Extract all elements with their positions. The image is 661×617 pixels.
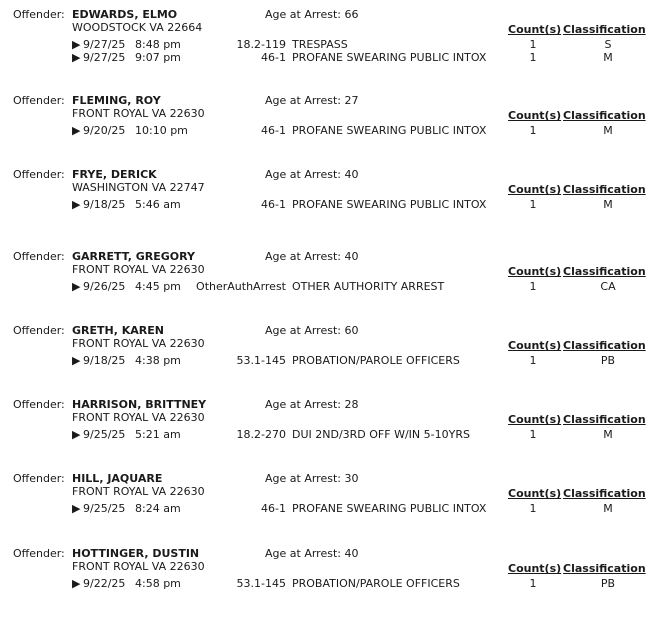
offender-label: Offender: bbox=[13, 398, 65, 411]
charge-count: 1 bbox=[529, 502, 537, 515]
counts-header: Count(s) bbox=[508, 23, 562, 36]
charge-classification: M bbox=[603, 51, 613, 64]
offender-name: HARRISON, BRITTNEY bbox=[72, 398, 207, 411]
charge-arrow-icon: ▶ bbox=[72, 198, 81, 211]
charge-count: 1 bbox=[529, 38, 537, 51]
classification-header: Classification bbox=[563, 265, 646, 278]
offender-address: WOODSTOCK VA 22664 bbox=[72, 21, 203, 34]
counts-header: Count(s) bbox=[508, 413, 562, 426]
charge-description: PROFANE SWEARING PUBLIC INTOX bbox=[292, 124, 487, 137]
offender-record bbox=[0, 324, 661, 394]
charge-count: 1 bbox=[529, 354, 537, 367]
charge-description: PROBATION/PAROLE OFFICERS bbox=[292, 354, 460, 367]
charge-arrow-icon: ▶ bbox=[72, 428, 81, 441]
charge-count: 1 bbox=[529, 51, 537, 64]
classification-header: Classification bbox=[563, 23, 646, 36]
offender-address: FRONT ROYAL VA 22630 bbox=[72, 107, 205, 120]
charge-time: 5:21 am bbox=[135, 428, 181, 441]
charge-count: 1 bbox=[529, 428, 537, 441]
charge-date: 9/18/25 bbox=[83, 354, 126, 367]
charge-time: 9:07 pm bbox=[135, 51, 181, 64]
charge-arrow-icon: ▶ bbox=[72, 38, 81, 51]
offender-address: FRONT ROYAL VA 22630 bbox=[72, 263, 205, 276]
classification-header: Classification bbox=[563, 562, 646, 575]
counts-header: Count(s) bbox=[508, 487, 562, 500]
charge-time: 5:46 am bbox=[135, 198, 181, 211]
offender-name: FLEMING, ROY bbox=[72, 94, 161, 107]
charge-date: 9/26/25 bbox=[83, 280, 126, 293]
offender-address: FRONT ROYAL VA 22630 bbox=[72, 411, 205, 424]
charge-count: 1 bbox=[529, 198, 537, 211]
charge-arrow-icon: ▶ bbox=[72, 124, 81, 137]
age-at-arrest: Age at Arrest: 28 bbox=[265, 398, 359, 411]
offender-label: Offender: bbox=[13, 168, 65, 181]
charge-time: 8:48 pm bbox=[135, 38, 181, 51]
charge-time: 4:58 pm bbox=[135, 577, 181, 590]
charge-count: 1 bbox=[529, 124, 537, 137]
charge-description: OTHER AUTHORITY ARREST bbox=[292, 280, 445, 293]
charge-description: PROFANE SWEARING PUBLIC INTOX bbox=[292, 502, 487, 515]
offender-record bbox=[0, 94, 661, 164]
offender-label: Offender: bbox=[13, 547, 65, 560]
offender-record bbox=[0, 250, 661, 320]
charge-description: DUI 2ND/3RD OFF W/IN 5-10YRS bbox=[292, 428, 470, 441]
charge-classification: PB bbox=[600, 577, 616, 590]
charge-code: 46-1 bbox=[261, 124, 286, 137]
charge-arrow-icon: ▶ bbox=[72, 577, 81, 590]
charge-description: TRESPASS bbox=[292, 38, 348, 51]
charge-date: 9/18/25 bbox=[83, 198, 126, 211]
charge-description: PROBATION/PAROLE OFFICERS bbox=[292, 577, 460, 590]
offender-address: FRONT ROYAL VA 22630 bbox=[72, 485, 205, 498]
offender-address: FRONT ROYAL VA 22630 bbox=[72, 337, 205, 350]
classification-header: Classification bbox=[563, 339, 646, 352]
charge-code: 53.1-145 bbox=[236, 577, 286, 590]
charge-code: 18.2-270 bbox=[236, 428, 286, 441]
age-at-arrest: Age at Arrest: 30 bbox=[265, 472, 359, 485]
offender-address: FRONT ROYAL VA 22630 bbox=[72, 560, 205, 573]
offender-address: WASHINGTON VA 22747 bbox=[72, 181, 205, 194]
charge-date: 9/20/25 bbox=[83, 124, 126, 137]
charge-time: 8:24 am bbox=[135, 502, 181, 515]
charge-code: 53.1-145 bbox=[236, 354, 286, 367]
age-at-arrest: Age at Arrest: 40 bbox=[265, 250, 359, 263]
age-at-arrest: Age at Arrest: 66 bbox=[265, 8, 359, 21]
offender-name: EDWARDS, ELMO bbox=[72, 8, 178, 21]
charge-count: 1 bbox=[529, 280, 537, 293]
age-at-arrest: Age at Arrest: 40 bbox=[265, 547, 359, 560]
charge-arrow-icon: ▶ bbox=[72, 51, 81, 64]
age-at-arrest: Age at Arrest: 60 bbox=[265, 324, 359, 337]
offender-record bbox=[0, 547, 661, 617]
offender-label: Offender: bbox=[13, 472, 65, 485]
offender-name: HILL, JAQUARE bbox=[72, 472, 163, 485]
charge-time: 4:45 pm bbox=[135, 280, 181, 293]
age-at-arrest: Age at Arrest: 40 bbox=[265, 168, 359, 181]
charge-classification: S bbox=[604, 38, 612, 51]
offender-record bbox=[0, 8, 661, 78]
charge-classification: PB bbox=[600, 354, 616, 367]
offender-name: HOTTINGER, DUSTIN bbox=[72, 547, 200, 560]
offender-label: Offender: bbox=[13, 324, 65, 337]
offender-record bbox=[0, 472, 661, 542]
counts-header: Count(s) bbox=[508, 109, 562, 122]
charge-classification: M bbox=[603, 428, 613, 441]
offender-record bbox=[0, 398, 661, 468]
charge-time: 4:38 pm bbox=[135, 354, 181, 367]
offender-name: FRYE, DERICK bbox=[72, 168, 157, 181]
charge-date: 9/22/25 bbox=[83, 577, 126, 590]
charge-code: 46-1 bbox=[261, 502, 286, 515]
charge-count: 1 bbox=[529, 577, 537, 590]
classification-header: Classification bbox=[563, 183, 646, 196]
age-at-arrest: Age at Arrest: 27 bbox=[265, 94, 359, 107]
charge-arrow-icon: ▶ bbox=[72, 354, 81, 367]
charge-time: 10:10 pm bbox=[135, 124, 188, 137]
counts-header: Count(s) bbox=[508, 265, 562, 278]
charge-code: 46-1 bbox=[261, 198, 286, 211]
charge-code: 18.2-119 bbox=[236, 38, 286, 51]
offender-label: Offender: bbox=[13, 8, 65, 21]
charge-classification: CA bbox=[600, 280, 616, 293]
charge-classification: M bbox=[603, 502, 613, 515]
charge-date: 9/25/25 bbox=[83, 428, 126, 441]
charge-classification: M bbox=[603, 124, 613, 137]
offender-record bbox=[0, 168, 661, 238]
charge-description: PROFANE SWEARING PUBLIC INTOX bbox=[292, 198, 487, 211]
charge-description: PROFANE SWEARING PUBLIC INTOX bbox=[292, 51, 487, 64]
counts-header: Count(s) bbox=[508, 183, 562, 196]
classification-header: Classification bbox=[563, 487, 646, 500]
charge-code: OtherAuthArrest bbox=[196, 280, 286, 293]
counts-header: Count(s) bbox=[508, 562, 562, 575]
charge-date: 9/27/25 bbox=[83, 38, 126, 51]
offender-name: GARRETT, GREGORY bbox=[72, 250, 195, 263]
charge-classification: M bbox=[603, 198, 613, 211]
classification-header: Classification bbox=[563, 413, 646, 426]
offender-name: GRETH, KAREN bbox=[72, 324, 164, 337]
offender-label: Offender: bbox=[13, 94, 65, 107]
charge-code: 46-1 bbox=[261, 51, 286, 64]
classification-header: Classification bbox=[563, 109, 646, 122]
charge-arrow-icon: ▶ bbox=[72, 502, 81, 515]
counts-header: Count(s) bbox=[508, 339, 562, 352]
charge-date: 9/27/25 bbox=[83, 51, 126, 64]
charge-date: 9/25/25 bbox=[83, 502, 126, 515]
offender-label: Offender: bbox=[13, 250, 65, 263]
charge-arrow-icon: ▶ bbox=[72, 280, 81, 293]
